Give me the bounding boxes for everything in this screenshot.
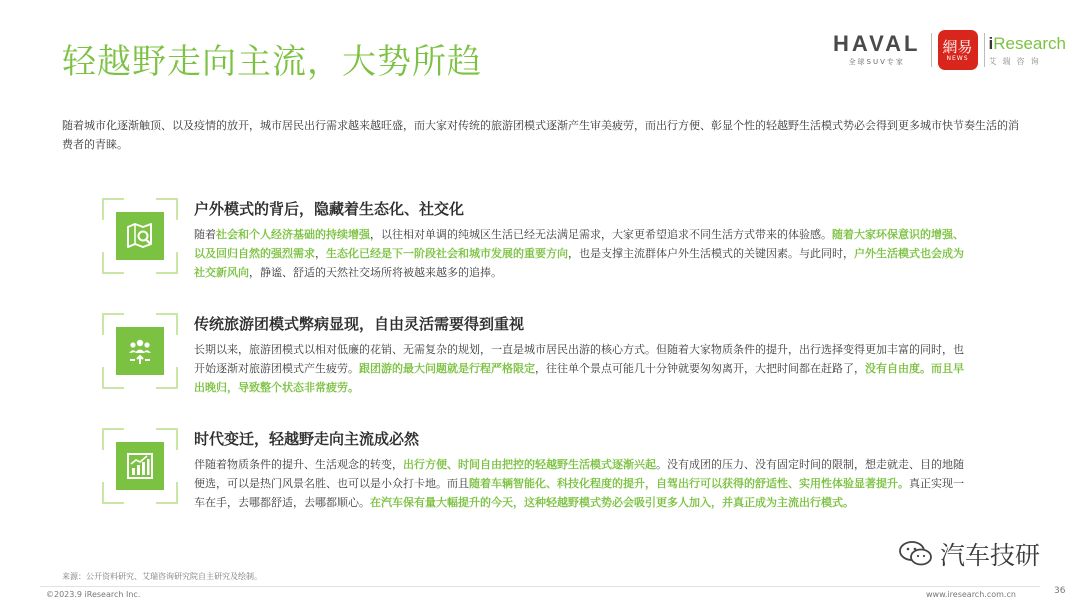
- section-title: 传统旅游团模式弊病显现，自由灵活需要得到重视: [194, 315, 525, 333]
- logo-divider: [984, 33, 985, 67]
- netease-logo: [938, 30, 978, 70]
- highlighted-text: 随着车辆智能化、科技化程度的提升，自驾出行可以获得的舒适性、实用性体验显著提升。: [469, 477, 909, 490]
- footer-divider: [40, 586, 1040, 587]
- source-note: 来源：公开资料研究、艾瑞咨询研究院自主研究及绘制。: [62, 572, 262, 581]
- section-title: 户外模式的背后，隐藏着生态化、社交化: [194, 200, 465, 218]
- page-title: 轻越野走向主流，大势所趋: [62, 42, 482, 82]
- body-text: 随着: [194, 228, 216, 241]
- body-text: ，静谧、舒适的天然社交场所将被越来越多的追捧。: [249, 266, 502, 279]
- body-text: 真正实现一车在手，去哪都舒适，去哪都顺心。: [194, 477, 964, 509]
- highlighted-text: 生态化已经是下一阶段社会和城市发展的重要方向: [326, 247, 568, 260]
- highlighted-text: 随着大家环保意识的增强、以及回归自然的强烈需求: [194, 228, 964, 260]
- section-body: [194, 455, 964, 512]
- map-search-icon: [125, 221, 155, 251]
- wechat-icon: [898, 539, 934, 569]
- highlighted-text: 没有自由度。而且早出晚归，导致整个状态非常疲劳。: [194, 362, 964, 394]
- body-text: ，往往单个景点可能几十分钟就要匆匆离开，大把时间都在赶路了，: [535, 362, 865, 375]
- iresearch-logo: [989, 34, 1067, 67]
- highlighted-text: 出行方便、时间自由把控的轻越野生活模式逐渐兴起: [403, 458, 656, 471]
- body-text: 长期以来，旅游团模式以相对低廉的花销、无需复杂的规划，一直是城市居民出游的核心方式。但随着大家物质条件的提升，出行选择变得更加丰富的同时，也开始逐渐对旅游团模式产生疲劳。: [194, 343, 964, 375]
- section-body: [194, 340, 964, 397]
- growth-chart-icon: [125, 451, 155, 481]
- body-text: ，: [315, 247, 326, 260]
- group-people-icon: [125, 336, 155, 366]
- section-body: [194, 225, 964, 282]
- body-text: ，以往相对单调的纯城区生活已经无法满足需求，大家更希望追求不同生活方式带来的体验感。: [370, 228, 832, 241]
- netease-logo-subtitle: NEWS: [946, 54, 969, 62]
- iresearch-logo-subtitle: 艾瑞咨询: [988, 56, 1045, 66]
- body-text: 。没有成团的压力、没有固定时间的限制，想走就走、目的地随便选，可以是热门风景名胜、也可以是小众打卡地。而且: [194, 458, 964, 490]
- highlighted-text: 跟团游的最大问题就是行程严格限定: [359, 362, 535, 375]
- section-icon-box: [102, 428, 178, 504]
- copyright-text: ©2023.9 iResearch Inc.: [46, 590, 141, 599]
- intro-paragraph: 随着城市化逐渐触顶、以及疫情的放开，城市居民出行需求越来越旺盛，而大家对传统的旅游团模式逐渐产生审美疲劳，而出行方便、彰显个性的轻越野生活模式势必会得到更多城市快节奏生活的消费者的青睐。: [62, 119, 1019, 151]
- wechat-watermark: [898, 536, 1040, 572]
- section-title: 时代变迁，轻越野走向主流成必然: [194, 430, 420, 448]
- website-link[interactable]: www.iresearch.com.cn: [926, 590, 1016, 599]
- haval-logo-subtitle: 全球SUV专家: [848, 58, 905, 66]
- watermark-text: 汽车技研: [940, 541, 1041, 570]
- body-text: ，也是支撑主流群体户外生活模式的关键因素。与此同时，: [568, 247, 854, 260]
- logo-group: [833, 26, 1066, 74]
- haval-logo: [833, 33, 921, 67]
- netease-logo-text: 網易: [942, 37, 973, 56]
- logo-divider: [931, 33, 932, 67]
- section-icon-box: [102, 198, 178, 274]
- iresearch-logo-text: iResearch: [988, 33, 1066, 53]
- highlighted-text: 在汽车保有量大幅提升的今天，这种轻越野模式势必会吸引更多人加入，并真正成为主流出行模式。: [370, 496, 854, 509]
- haval-logo-text: HAVAL: [832, 31, 921, 56]
- highlighted-text: 户外生活模式也会成为社交新风向: [194, 247, 964, 279]
- body-text: 伴随着物质条件的提升、生活观念的转变，: [194, 458, 403, 471]
- highlighted-text: 社会和个人经济基础的持续增强: [216, 228, 370, 241]
- page-number: 36: [1054, 586, 1066, 596]
- section-icon-box: [102, 313, 178, 389]
